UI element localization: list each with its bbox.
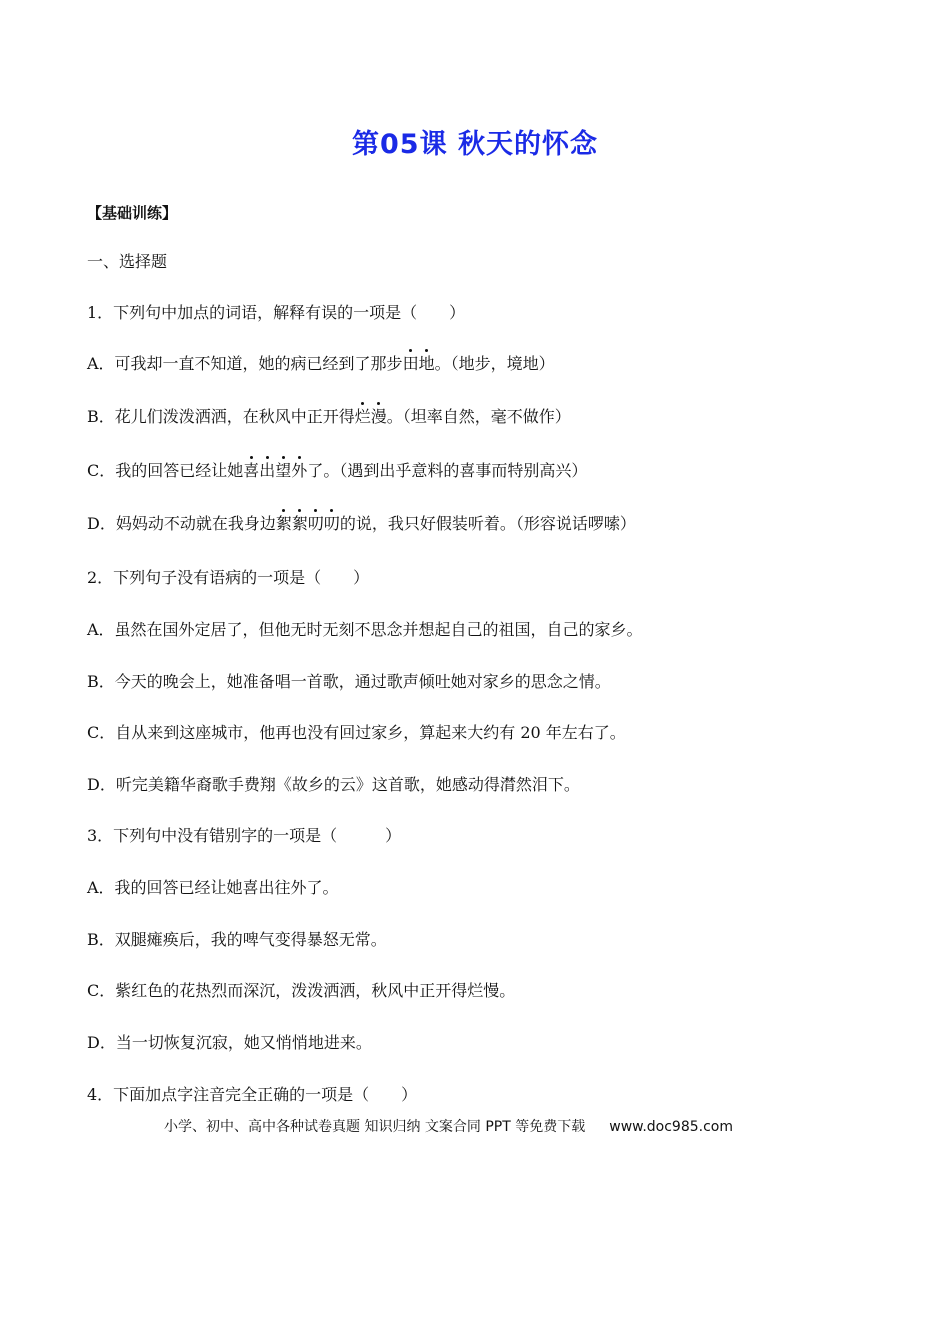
- q3-option-a: A．我的回答已经让她喜出往外了。: [87, 878, 339, 897]
- q4-stem: 4．下面加点字注音完全正确的一项是（ ）: [87, 1085, 418, 1104]
- page-title: 第05课 秋天的怀念: [352, 129, 598, 160]
- part-heading: 一、选择题: [87, 252, 168, 271]
- q1-option-d: D．妈妈动不动就在我身边絮絮叨叨的说，我只好假装听着。（形容说话啰嗦）: [87, 514, 636, 533]
- page-footer: [164, 1116, 733, 1136]
- q1-stem: 1．下列句中加点的词语，解释有误的一项是（ ）: [87, 303, 466, 322]
- q3-option-b: B．双腿瘫痪后，我的啤气变得暴怒无常。: [87, 930, 387, 949]
- emphasis-char: 漫: [370, 407, 387, 426]
- emphasis-char: 絮: [291, 514, 308, 533]
- q2-option-b: B．今天的晚会上，她准备唱一首歌，通过歌声倾吐她对家乡的思念之情。: [87, 672, 611, 691]
- footer-site-link[interactable]: www.doc985.com: [609, 1119, 733, 1135]
- emphasis-char: 外: [291, 461, 308, 480]
- emphasis-char: 絮: [275, 514, 292, 533]
- q2-option-a: A．虽然在国外定居了，但他无时无刻不思念并想起自己的祖国，自己的家乡。: [87, 620, 643, 639]
- q3-option-d: D．当一切恢复沉寂，她又悄悄地进来。: [87, 1033, 372, 1052]
- emphasis-char: 地: [418, 354, 435, 373]
- footer-text: 小学、初中、高中各种试卷真题 知识归纳 文案合同 PPT 等免费下载: [164, 1119, 586, 1135]
- q1-option-c: C．我的回答已经让她喜出望外了。（遇到出乎意料的喜事而特别高兴）: [87, 461, 588, 480]
- emphasis-char: 叨: [307, 514, 324, 533]
- emphasis-char: 喜: [243, 461, 260, 480]
- emphasis-char: 出: [259, 461, 276, 480]
- q1-option-b: B．花儿们泼泼洒洒，在秋风中正开得烂漫。（坦率自然，毫不做作）: [87, 407, 571, 426]
- emphasis-char: 叨: [323, 514, 340, 533]
- q3-option-c: C．紫红色的花热烈而深沉，泼泼洒洒，秋风中正开得烂慢。: [87, 981, 516, 1000]
- q2-option-c: C．自从来到这座城市，他再也没有回过家乡，算起来大约有 20 年左右了。: [87, 723, 626, 742]
- emphasis-char: 烂: [354, 407, 371, 426]
- q2-option-d: D．听完美籍华裔歌手费翔《故乡的云》这首歌，她感动得潸然泪下。: [87, 775, 580, 794]
- q3-stem: 3．下列句中没有错别字的一项是（ ）: [87, 826, 402, 845]
- emphasis-char: 望: [275, 461, 292, 480]
- section-heading: 【基础训练】: [87, 204, 178, 222]
- q1-option-a: A．可我却一直不知道，她的病已经到了那步田地。（地步，境地）: [87, 354, 555, 373]
- emphasis-char: 田: [402, 354, 419, 373]
- q2-stem: 2．下列句子没有语病的一项是（ ）: [87, 568, 370, 587]
